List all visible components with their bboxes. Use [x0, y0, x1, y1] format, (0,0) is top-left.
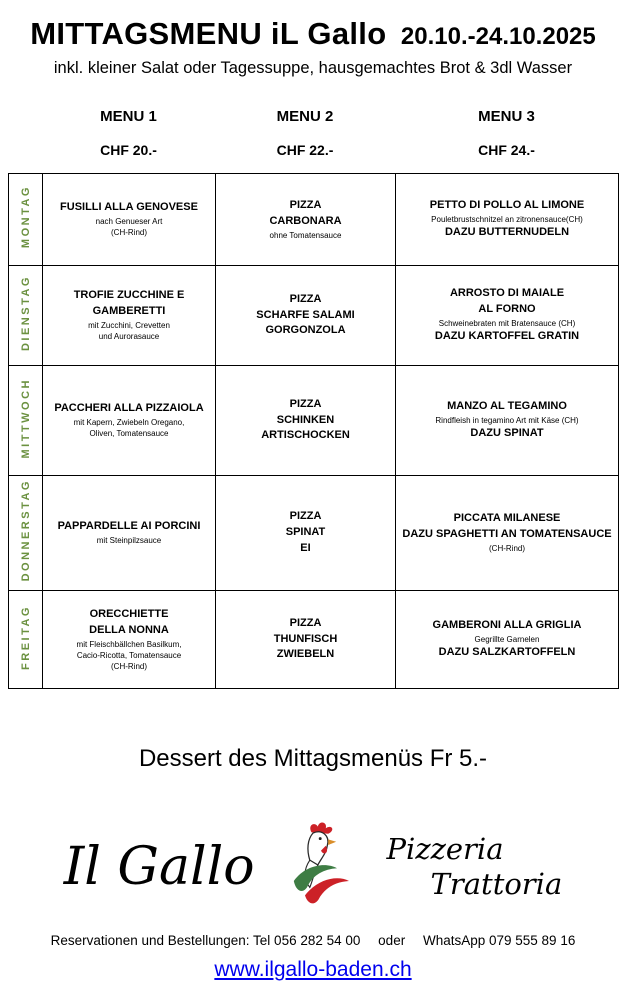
menu-line: EI: [300, 541, 311, 554]
contact-whatsapp: WhatsApp 079 555 89 16: [422, 933, 576, 948]
menu-line: PAPPARDELLE AI PORCINI: [57, 520, 201, 533]
menu-line: DAZU SALZKARTOFFELN: [438, 646, 576, 659]
day-text: DIENSTAG: [19, 274, 32, 352]
menu-line: DAZU SPINAT: [470, 427, 544, 440]
menu-line: mit Steinpilzsauce: [96, 536, 162, 546]
menu-line: Rindfleish in tegamino Art mit Käse (CH): [435, 415, 579, 425]
menu-table-body: [9, 174, 619, 689]
website-wrap: [0, 958, 626, 982]
menu1-price: CHF 20.-: [100, 142, 157, 158]
menu-line: (CH-Rind): [111, 662, 147, 672]
menu-line: DAZU SPAGHETTI AN TOMATENSAUCE: [402, 528, 612, 541]
table-row: [9, 591, 619, 689]
logo-subtitle-line1: Pizzeria: [386, 832, 504, 867]
logo-wordmark: Il Gallo: [63, 837, 255, 897]
website-link[interactable]: www.ilgallo-baden.ch: [214, 958, 412, 981]
dessert-note: Dessert des Mittagsmenüs Fr 5.-: [138, 745, 488, 772]
table-row: [9, 476, 619, 591]
contact-phone: Reservationen und Bestellungen: Tel 056 282 54 00: [50, 933, 361, 948]
menu-cell-menu2: [216, 174, 396, 266]
menu-line: DELLA NONNA: [89, 623, 169, 636]
menu-cell-menu3: [396, 266, 619, 366]
column-header-menu3: [395, 108, 618, 158]
column-header-menu2: [215, 108, 395, 158]
menu-cell-menu3: [396, 174, 619, 266]
menu-line: CARBONARA: [269, 214, 342, 227]
table-row: [9, 266, 619, 366]
menu-cell-menu1: [43, 476, 216, 591]
menu-line: ARTISCHOCKEN: [261, 429, 350, 442]
menu-line: Cacio-Ricotta, Tomatensauce: [76, 650, 182, 660]
rooster-logo-icon: [281, 819, 361, 916]
menu-line: PICCATA MILANESE: [453, 512, 561, 525]
menu-line: GORGONZOLA: [265, 324, 346, 337]
menu-line: ARROSTO DI MAIALE: [449, 287, 565, 299]
day-label: [9, 476, 43, 591]
logo-subtitle-line2: Trattoria: [430, 867, 563, 901]
day-text: MONTAG: [19, 185, 32, 249]
menu-line: Oliven, Tomatensauce: [89, 429, 169, 439]
menu-cell-menu3: [396, 476, 619, 591]
menu-line: mit Fleischbällchen Basilkum,: [76, 639, 182, 649]
menu-cell-menu2: [216, 266, 396, 366]
day-label: [9, 174, 43, 266]
menu-line: GAMBERONI ALLA GRIGLIA: [432, 618, 582, 631]
menu3-price: CHF 24.-: [478, 142, 535, 158]
menu-line: MANZO AL TEGAMINO: [447, 399, 567, 412]
column-header-menu1: [42, 108, 215, 158]
day-text: DONNERSTAG: [19, 479, 32, 582]
menu-line: PETTO DI POLLO AL LIMONE: [429, 198, 585, 211]
table-row: [9, 366, 619, 476]
menu-line: ohne Tomatensauce: [269, 230, 342, 240]
menu-line: THUNFISCH: [273, 632, 338, 645]
menu-line: und Aurorasauce: [98, 332, 160, 342]
menu-line: GAMBERETTI: [92, 305, 166, 318]
menu-line: Gegrillte Garnelen: [474, 634, 540, 644]
menu-line: PIZZA: [289, 292, 322, 305]
menu-line: mit Kapern, Zwiebeln Oregano,: [73, 418, 185, 428]
menu2-name: MENU 2: [276, 108, 334, 125]
menu-line: ZWIEBELN: [276, 648, 335, 661]
menu-line: nach Genueser Art: [95, 217, 163, 227]
menu-cell-menu1: [43, 266, 216, 366]
menu-cell-menu2: [216, 476, 396, 591]
menu-line: PIZZA: [289, 616, 322, 629]
menu-line: PIZZA: [289, 397, 322, 410]
menu-line: DAZU KARTOFFEL GRATIN: [434, 330, 580, 343]
day-column-spacer: [8, 108, 42, 158]
menu-cell-menu3: [396, 366, 619, 476]
page-title: MITTAGSMENU iL Gallo: [30, 16, 387, 51]
title-line: [0, 16, 626, 52]
menu-line: DAZU BUTTERNUDELN: [444, 226, 570, 239]
menu-cell-menu1: [43, 591, 216, 689]
menu-line: AL FORNO: [478, 302, 536, 315]
day-text: MITTWOCH: [19, 377, 32, 459]
weekly-menu-table: [8, 173, 619, 689]
menu-line: (CH-Rind): [111, 228, 147, 238]
menu2-price: CHF 22.-: [276, 142, 334, 158]
menu-line: Schweinebraten mit Bratensauce (CH): [438, 318, 576, 328]
day-label: [9, 366, 43, 476]
menu-line: PIZZA: [289, 198, 322, 211]
contact-or: oder: [378, 933, 406, 948]
menu-cell-menu3: [396, 591, 619, 689]
logo-row: [0, 817, 626, 917]
menu-cell-menu2: [216, 366, 396, 476]
menu-cell-menu1: [43, 174, 216, 266]
menu-line: Pouletbrustschnitzel an zitronensauce(CH): [431, 214, 583, 224]
day-text: FREITAG: [19, 604, 32, 670]
menu-line: SCHARFE SALAMI: [256, 308, 355, 321]
menu-line: mit Zucchini, Crevetten: [88, 321, 170, 331]
menu-line: SPINAT: [285, 526, 326, 539]
date-range: 20.10.-24.10.2025: [400, 23, 596, 50]
day-label: [9, 591, 43, 689]
contact-line: [0, 933, 626, 948]
menu-line: ORECCHIETTE: [89, 607, 169, 620]
menu-line: FUSILLI ALLA GENOVESE: [60, 201, 198, 214]
menu-line: TROFIE ZUCCHINE E: [73, 289, 185, 302]
menu-line: PACCHERI ALLA PIZZAIOLA: [54, 402, 204, 415]
menu-line: (CH-Rind): [489, 544, 525, 554]
subtitle: inkl. kleiner Salat oder Tagessuppe, hausgemachtes Brot & 3dl Wasser: [53, 59, 573, 77]
table-row: [9, 174, 619, 266]
menu-line: SCHINKEN: [276, 413, 335, 426]
logo-subtitle: [387, 832, 563, 902]
header: [0, 0, 626, 78]
menu-cell-menu1: [43, 366, 216, 476]
menu3-name: MENU 3: [478, 108, 535, 125]
menu-cell-menu2: [216, 591, 396, 689]
menu-line: PIZZA: [289, 510, 322, 523]
day-label: [9, 266, 43, 366]
column-headers: [8, 108, 618, 158]
menu1-name: MENU 1: [100, 108, 157, 125]
